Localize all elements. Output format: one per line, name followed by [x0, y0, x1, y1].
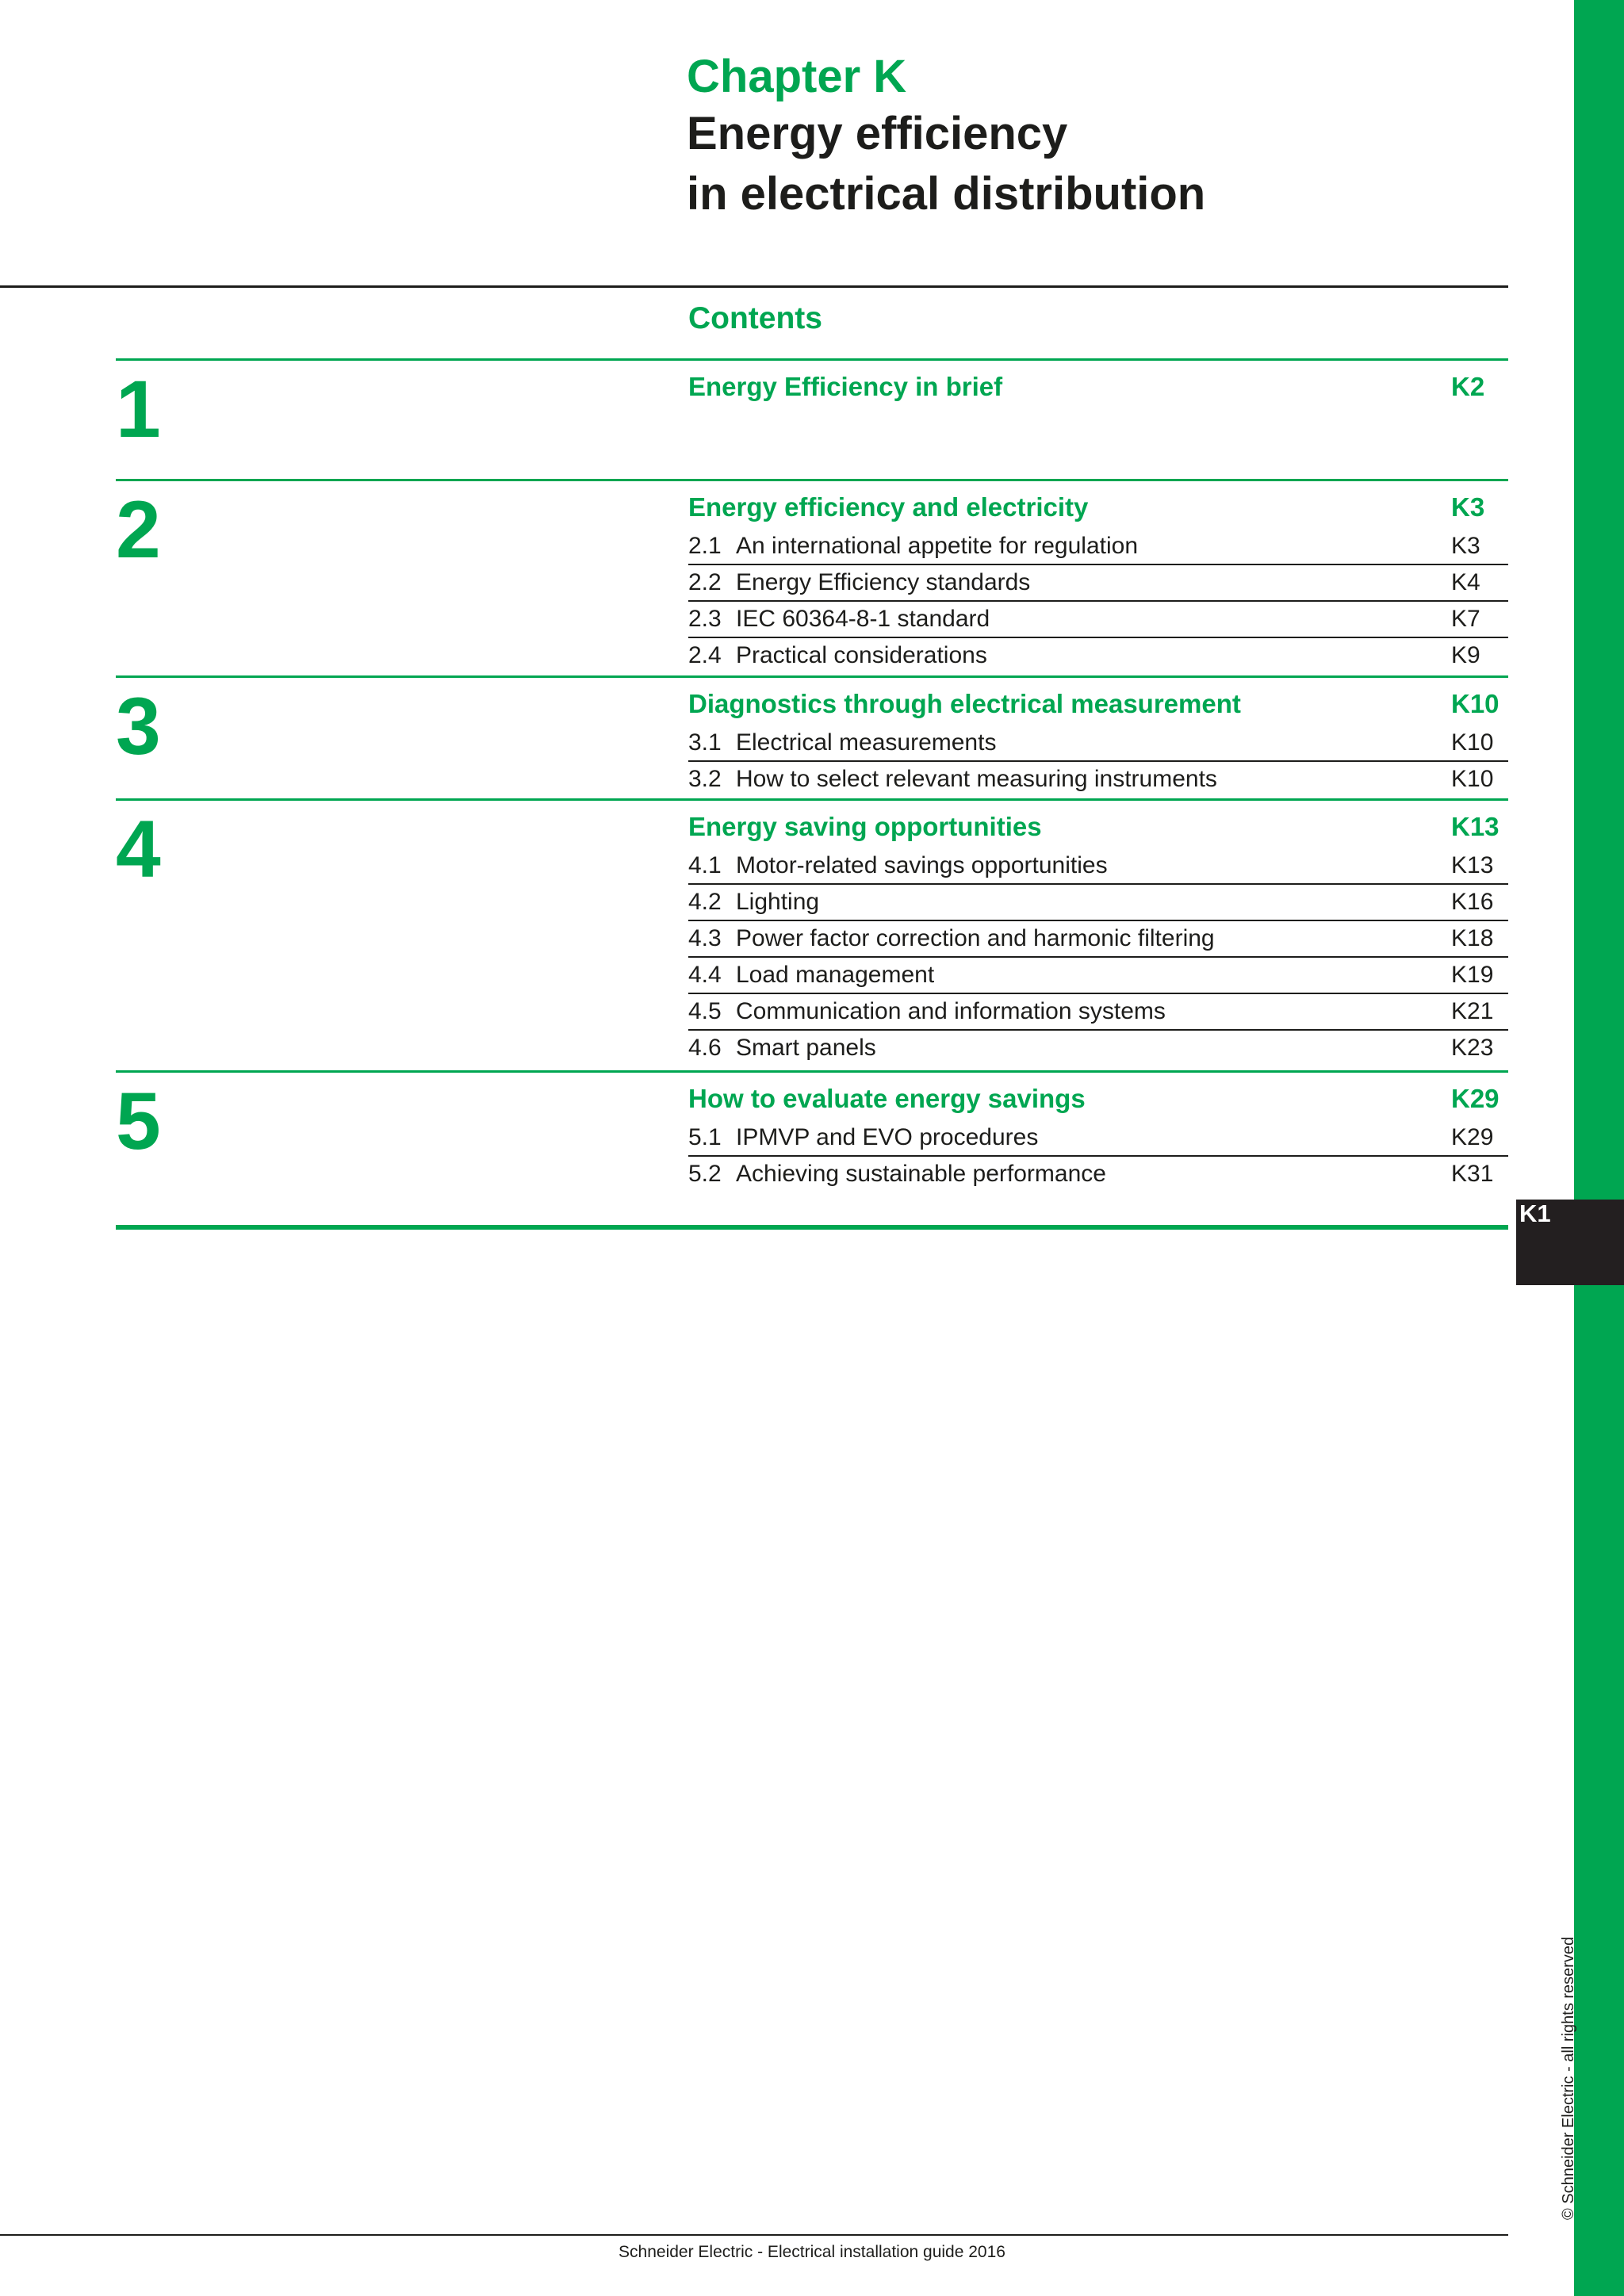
- table-of-contents: [116, 358, 1508, 1230]
- subsection-number: 2.3: [688, 606, 722, 632]
- footer-divider: [0, 2234, 1508, 2236]
- section-page: K13: [1451, 812, 1500, 841]
- subsection-number: 5.2: [688, 1161, 722, 1187]
- section-number: 2: [116, 484, 161, 575]
- toc-section-heading[interactable]: [688, 683, 1508, 725]
- toc-subsection[interactable]: [688, 1031, 1508, 1066]
- subsection-title: Smart panels: [736, 1035, 876, 1061]
- toc-section-4: [116, 798, 1508, 1070]
- section-title: Energy efficiency and electricity: [688, 492, 1089, 522]
- subsection-page: K23: [1451, 1035, 1494, 1061]
- section-number: 3: [116, 681, 161, 771]
- section-title: Energy saving opportunities: [688, 812, 1042, 841]
- section-page: K29: [1451, 1084, 1500, 1113]
- toc-subsection[interactable]: [688, 725, 1508, 762]
- chapter-title-line1: Energy efficiency: [687, 108, 1068, 159]
- section-page: K10: [1451, 689, 1500, 718]
- side-accent-bar: [1574, 0, 1624, 2296]
- subsection-title: Motor-related savings opportunities: [736, 852, 1108, 878]
- subsection-page: K9: [1451, 642, 1480, 668]
- subsection-number: 3.1: [688, 729, 722, 756]
- subsection-number: 3.2: [688, 766, 722, 792]
- subsection-number: 2.2: [688, 569, 722, 595]
- toc-subsection[interactable]: [688, 602, 1508, 638]
- subsection-page: K10: [1451, 729, 1494, 756]
- toc-subsection[interactable]: [688, 994, 1508, 1031]
- toc-subsection[interactable]: [688, 1120, 1508, 1157]
- subsection-page: K7: [1451, 606, 1480, 632]
- toc-subsection[interactable]: [688, 638, 1508, 673]
- page-footer: Schneider Electric - Electrical installation guide 2016: [619, 2243, 1005, 2261]
- contents-heading: Contents: [688, 301, 822, 335]
- subsection-number: 2.4: [688, 642, 722, 668]
- subsection-number: 2.1: [688, 533, 722, 559]
- section-title: Diagnostics through electrical measurement: [688, 689, 1241, 718]
- subsection-title: IEC 60364-8-1 standard: [736, 606, 990, 632]
- toc-subsection[interactable]: [688, 1157, 1508, 1192]
- section-number: 1: [116, 364, 161, 454]
- subsection-page: K4: [1451, 569, 1480, 595]
- subsection-page: K19: [1451, 962, 1494, 988]
- subsection-page: K18: [1451, 925, 1494, 951]
- header-divider: [0, 285, 1508, 288]
- toc-subsection[interactable]: [688, 529, 1508, 565]
- toc-subsection[interactable]: [688, 958, 1508, 994]
- toc-section-heading[interactable]: [688, 806, 1508, 848]
- contents-end-rule: [116, 1225, 1508, 1230]
- section-number: 5: [116, 1076, 161, 1166]
- toc-section-5: [116, 1070, 1508, 1230]
- subsection-page: K29: [1451, 1124, 1494, 1150]
- toc-subsection[interactable]: [688, 921, 1508, 958]
- subsection-title: Electrical measurements: [736, 729, 997, 756]
- section-title: Energy Efficiency in brief: [688, 372, 1003, 401]
- toc-section-heading[interactable]: [688, 1077, 1508, 1120]
- subsection-page: K13: [1451, 852, 1494, 878]
- toc-section-1: [116, 358, 1508, 479]
- subsection-page: K16: [1451, 889, 1494, 915]
- subsection-number: 4.2: [688, 889, 722, 915]
- subsection-title: Lighting: [736, 889, 820, 915]
- subsection-title: Power factor correction and harmonic filtering: [736, 925, 1215, 951]
- subsection-title: An international appetite for regulation: [736, 533, 1139, 559]
- section-title: How to evaluate energy savings: [688, 1084, 1086, 1113]
- section-page: K3: [1451, 492, 1485, 522]
- toc-section-3: [116, 675, 1508, 798]
- subsection-number: 4.3: [688, 925, 722, 951]
- subsection-number: 4.6: [688, 1035, 722, 1061]
- subsection-page: K21: [1451, 998, 1494, 1024]
- toc-section-heading[interactable]: [688, 365, 1508, 408]
- toc-subsection[interactable]: [688, 565, 1508, 602]
- subsection-title: IPMVP and EVO procedures: [736, 1124, 1039, 1150]
- subsection-title: Communication and information systems: [736, 998, 1166, 1024]
- page-number-label: K1: [1519, 1200, 1551, 1227]
- subsection-title: Practical considerations: [736, 642, 987, 668]
- subsection-number: 5.1: [688, 1124, 722, 1150]
- subsection-title: Load management: [736, 962, 935, 988]
- subsection-title: Achieving sustainable performance: [736, 1161, 1106, 1187]
- toc-subsection[interactable]: [688, 762, 1508, 797]
- copyright-notice: © Schneider Electric - all rights reserved: [1560, 1936, 1577, 2220]
- toc-section-2: [116, 479, 1508, 675]
- chapter-title-line2: in electrical distribution: [687, 168, 1206, 220]
- subsection-page: K3: [1451, 533, 1480, 559]
- subsection-title: Energy Efficiency standards: [736, 569, 1031, 595]
- toc-section-heading[interactable]: [688, 486, 1508, 529]
- section-number: 4: [116, 804, 161, 894]
- subsection-number: 4.5: [688, 998, 722, 1024]
- subsection-page: K31: [1451, 1161, 1494, 1187]
- toc-subsection[interactable]: [688, 885, 1508, 921]
- chapter-label: Chapter K: [687, 51, 907, 102]
- subsection-title: How to select relevant measuring instruments: [736, 766, 1217, 792]
- toc-subsection[interactable]: [688, 848, 1508, 885]
- subsection-page: K10: [1451, 766, 1494, 792]
- subsection-number: 4.4: [688, 962, 722, 988]
- subsection-number: 4.1: [688, 852, 722, 878]
- section-page: K2: [1451, 372, 1485, 401]
